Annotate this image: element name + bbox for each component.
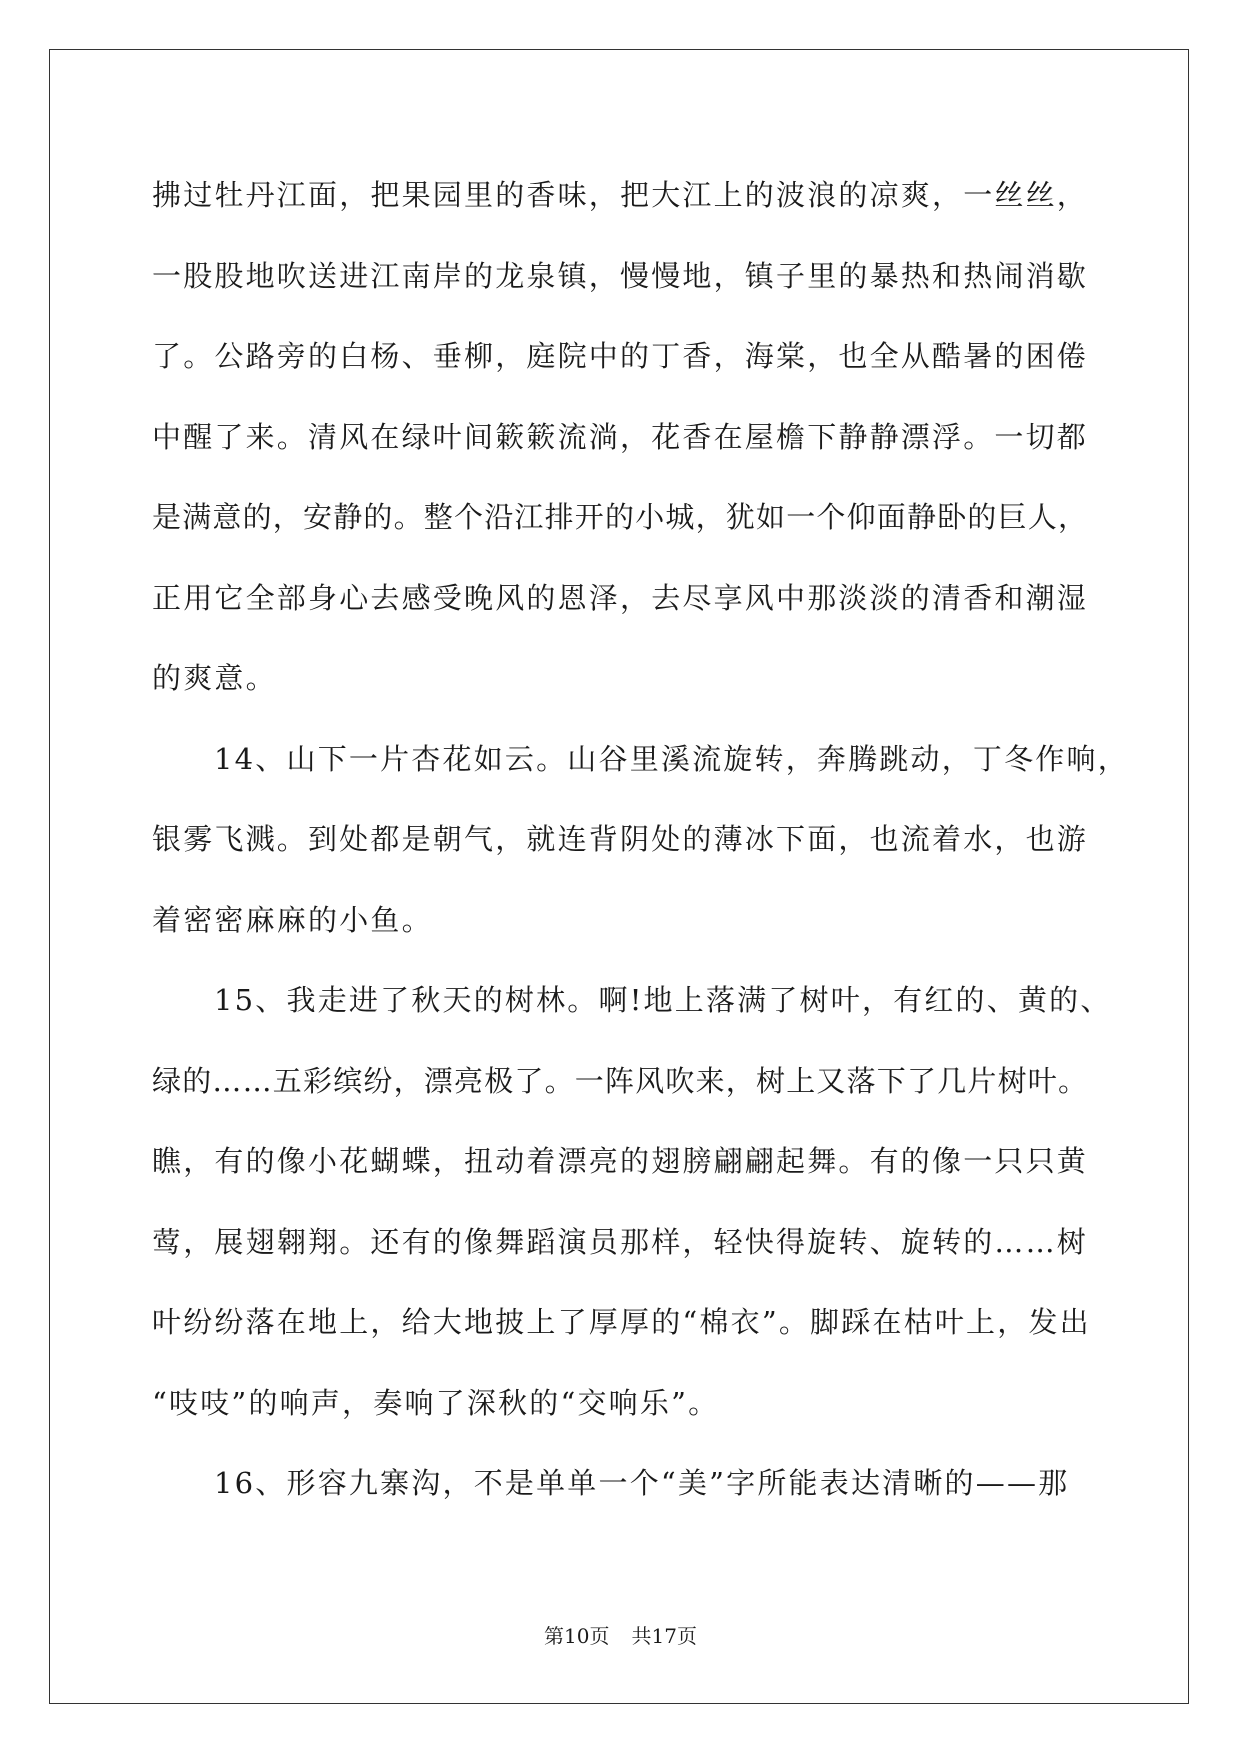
text-line: 一股股地吹送进江南岸的龙泉镇，慢慢地，镇子里的暴热和热闹消歇 [152, 258, 1089, 293]
text-line: 了。公路旁的白杨、垂柳，庭院中的丁香，海棠，也全从酷暑的困倦 [152, 339, 1089, 373]
text-line: 正用它全部身心去感受晚风的恩泽，去尽享风中那淡淡的清香和潮湿 [152, 580, 1089, 615]
page-total: 共17页 [631, 1624, 697, 1648]
text-line: 瞧，有的像小花蝴蝶，扭动着漂亮的翅膀翩翩起舞。有的像一只只黄 [152, 1144, 1089, 1178]
page-footer [0, 1620, 1241, 1649]
text-line: 中醒了来。清风在绿叶间簌簌流淌，花香在屋檐下静静漂浮。一切都 [152, 419, 1089, 454]
text-line: 着密密麻麻的小鱼。 [152, 902, 433, 937]
page-number: 第10页 [544, 1624, 610, 1648]
text-line: 绿的……五彩缤纷，漂亮极了。一阵风吹来，树上又落下了几片树叶。 [152, 1063, 1089, 1098]
text-line: 是满意的，安静的。整个沿江排开的小城，犹如一个仰面静卧的巨人， [152, 500, 1089, 534]
text-line: 拂过牡丹江面，把果园里的香味，把大江上的波浪的凉爽，一丝丝， [152, 178, 1089, 212]
paragraph-14-first-line: 14、山下一片杏花如云。山谷里溪流旋转，奔腾跳动，丁冬作响， [214, 741, 1129, 776]
paragraph-16-first-line: 16、形容九寨沟，不是单单一个“美”字所能表达清晰的——那 [214, 1466, 1070, 1500]
text-line: 莺，展翅翱翔。还有的像舞蹈演员那样，轻快得旋转、旋转的……树 [152, 1224, 1089, 1259]
paragraph-15-first-line: 15、我走进了秋天的树林。啊!地上落满了树叶，有红的、黄的、 [214, 983, 1112, 1017]
text-line: “吱吱”的响声，奏响了深秋的“交响乐”。 [152, 1385, 720, 1420]
text-line: 的爽意。 [152, 661, 277, 695]
text-line: 叶纷纷落在地上，给大地披上了厚厚的“棉衣”。脚踩在枯叶上，发出 [152, 1305, 1091, 1339]
document-body [152, 165, 1129, 1534]
text-line: 银雾飞溅。到处都是朝气，就连背阴处的薄冰下面，也流着水，也游 [152, 822, 1089, 856]
